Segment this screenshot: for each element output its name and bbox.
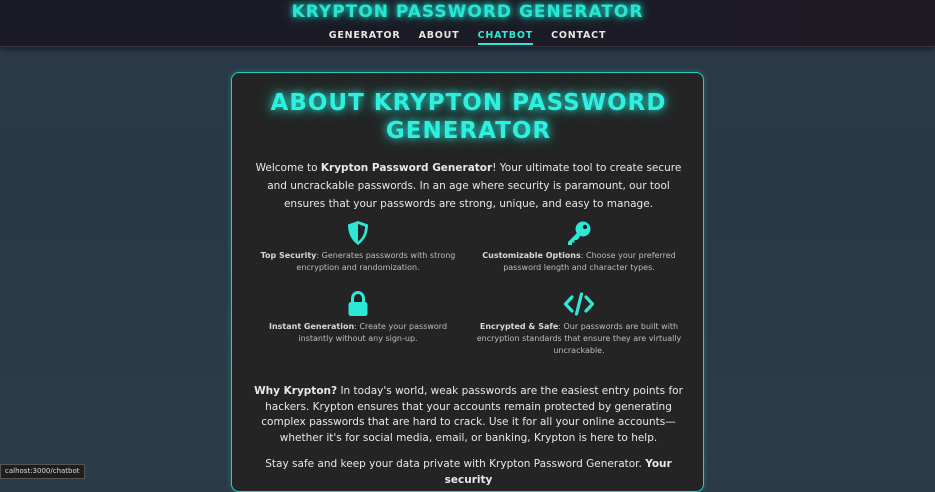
status-bar-url: calhost:3000/chatbot <box>0 464 85 479</box>
nav-generator[interactable]: GENERATOR <box>328 30 401 41</box>
lock-icon <box>346 291 370 317</box>
stay-safe-paragraph <box>242 457 695 488</box>
intro-pre: Welcome to <box>255 162 321 174</box>
feature-title: Instant Generation <box>268 322 355 331</box>
site-title: KRYPTON PASSWORD GENERATOR <box>291 2 644 22</box>
code-icon <box>563 291 595 317</box>
shield-icon <box>346 220 370 246</box>
intro-bold: Krypton Password Generator <box>320 162 493 174</box>
about-title: ABOUT KRYPTON PASSWORD GENERATOR <box>270 90 667 144</box>
main-nav <box>0 30 935 45</box>
about-card <box>231 72 704 492</box>
feature-title: Encrypted & Safe <box>479 322 559 331</box>
site-header <box>0 0 935 47</box>
intro-post: ! Your ultimate tool to create secure and uncrackable passwords. In an age where security is paramount, our tool ensures that your passwords are strong, unique, and easy to manage. <box>267 162 682 210</box>
feature-text: : Generates passwords with strong encryption and randomization. <box>296 251 456 272</box>
intro-paragraph <box>252 159 685 213</box>
nav-about[interactable]: ABOUT <box>418 30 460 41</box>
nav-chatbot[interactable]: CHATBOT <box>478 30 533 45</box>
why-text: In today's world, weak passwords are the easiest entry points for hackers. Krypton ensures that your accounts remain protected by generating complex passwords that are hard to crack. Use it for all your online accounts—whether it's for social media, email, or banking, Krypton is here to help. <box>261 385 683 444</box>
why-bold: Why Krypton? <box>254 385 338 397</box>
why-krypton-paragraph <box>242 384 695 446</box>
feature-top-security <box>253 220 463 274</box>
key-icon <box>566 220 592 246</box>
feature-text: : Create your password instantly without any sign-up. <box>298 322 448 343</box>
nav-contact[interactable]: CONTACT <box>551 30 607 41</box>
feature-title: Top Security <box>260 251 317 260</box>
feature-encrypted-safe <box>474 291 684 357</box>
stay-safe-text: Stay safe and keep your data private with Krypton Password Generator. <box>265 458 646 470</box>
feature-title: Customizable Options <box>482 251 581 260</box>
feature-text: : Our passwords are built with encryption standards that ensure they are virtually uncrackable. <box>476 322 682 355</box>
feature-customizable-options <box>474 220 684 274</box>
stay-safe-bold: Your security <box>444 458 672 486</box>
feature-instant-generation <box>253 291 463 345</box>
feature-text: : Choose your preferred password length and character types. <box>503 251 676 272</box>
